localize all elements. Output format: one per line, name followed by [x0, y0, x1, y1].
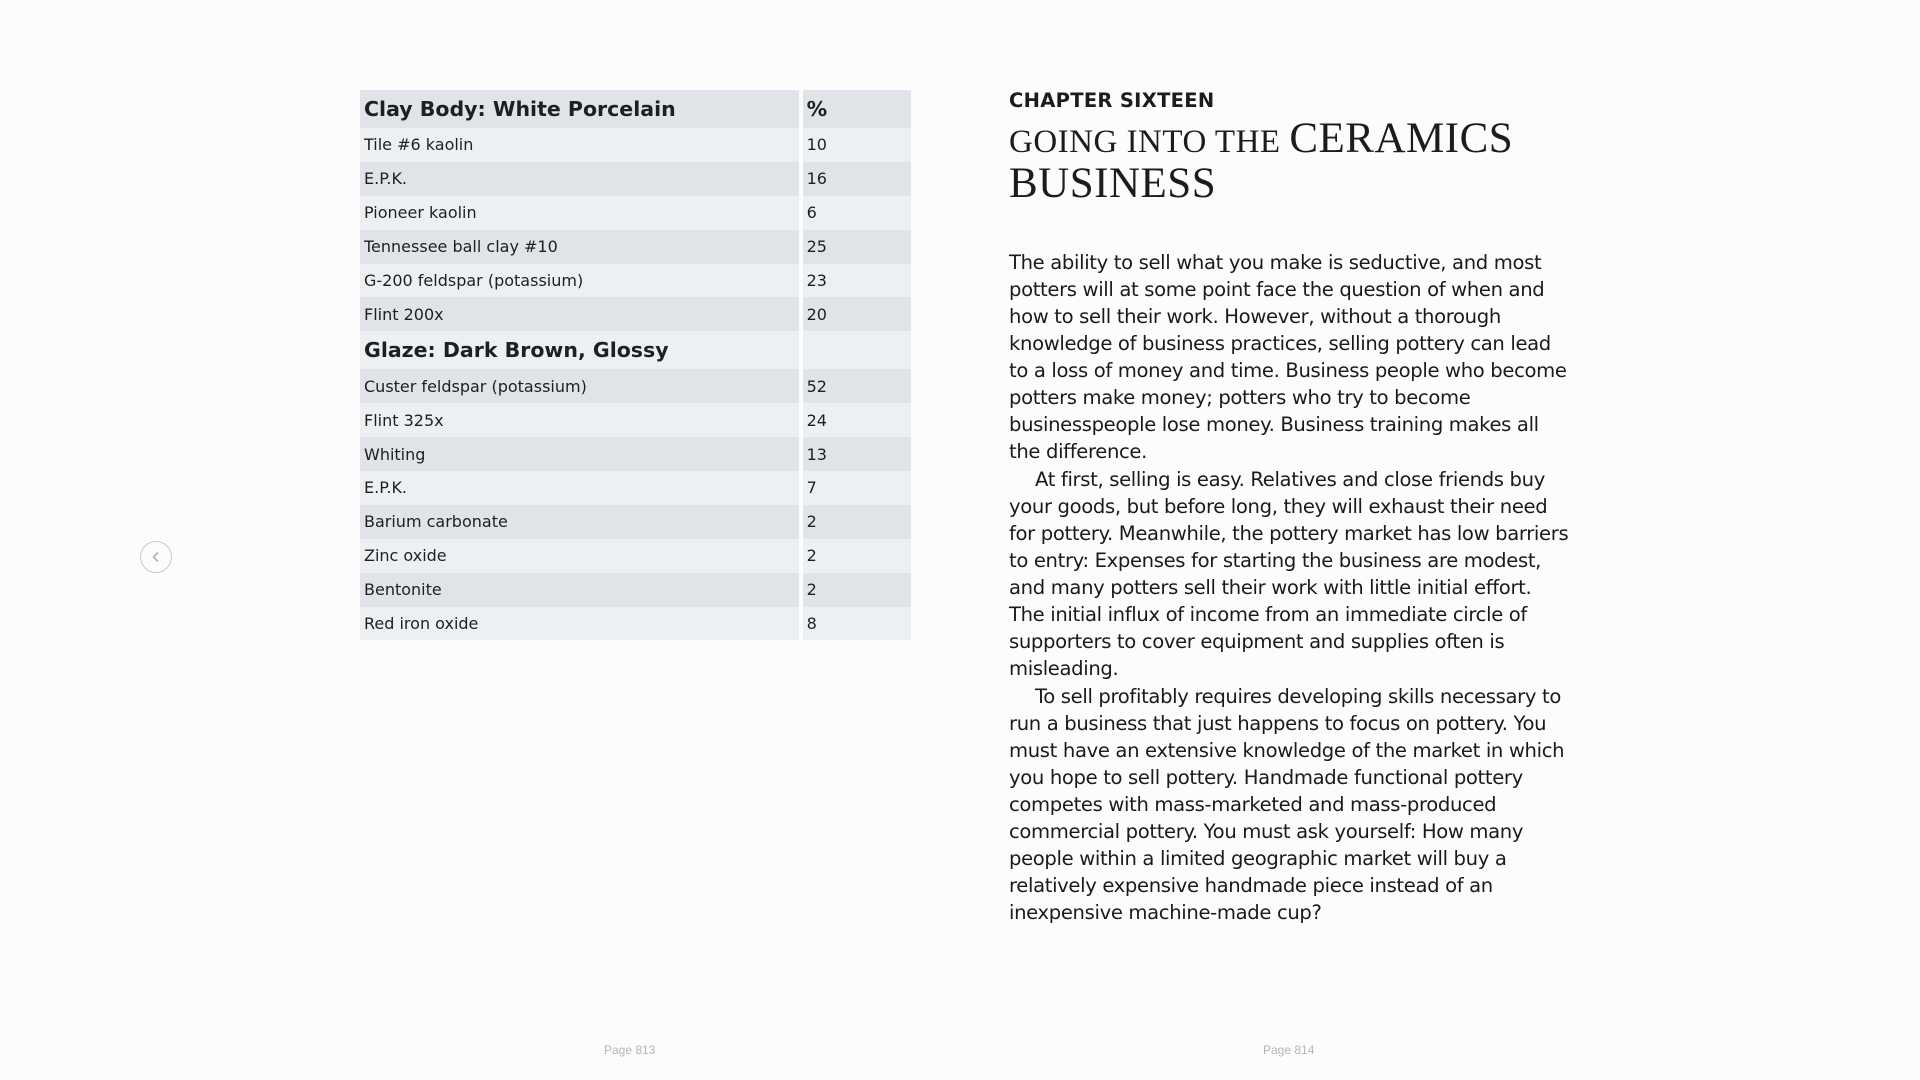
- ingredient-name: Bentonite: [360, 573, 803, 607]
- ingredient-name: Zinc oxide: [360, 539, 803, 573]
- table-row: [360, 437, 911, 471]
- paragraph: At first, selling is easy. Relatives and close friends buy your goods, but before long, they will exhaust their need for pottery. Meanwhile, the pottery market has low barriers to entry: Expenses for starting the business are modest, and many potters sell their work with little initial effort. The initial influx of income from an immediate circle of supporters to cover equipment and supplies often is misleading.: [1009, 468, 1569, 680]
- chapter-body: [1009, 249, 1569, 927]
- table-row: [360, 539, 911, 573]
- previous-page-button[interactable]: [140, 541, 172, 573]
- page-number-left: Page 813: [604, 1043, 656, 1057]
- chapter-title-large: BUSINESS: [1009, 160, 1217, 207]
- ingredient-name: Flint 325x: [360, 403, 803, 437]
- table-row: [360, 369, 911, 403]
- ingredient-percent: 7: [803, 471, 911, 505]
- table-row: [360, 471, 911, 505]
- section-title: Clay Body: White Porcelain: [360, 90, 803, 128]
- recipe-table: [360, 90, 911, 640]
- paragraph: The ability to sell what you make is seductive, and most potters will at some point face the question of when and how to sell their work. However, without a thorough knowledge of business practices, selling pottery can lead to a loss of money and time. Business people who become potters make money; potters who try to become businesspeople lose money. Business training makes all the difference.: [1009, 251, 1567, 463]
- ingredient-percent: 2: [803, 539, 911, 573]
- ingredient-name: Barium carbonate: [360, 505, 803, 539]
- ingredient-name: Red iron oxide: [360, 607, 803, 641]
- ingredient-percent: 23: [803, 264, 911, 298]
- ingredient-percent: 2: [803, 505, 911, 539]
- chapter-label: CHAPTER SIXTEEN: [1009, 89, 1215, 112]
- ingredient-name: Custer feldspar (potassium): [360, 369, 803, 403]
- ingredient-percent: 6: [803, 196, 911, 230]
- table-row: [360, 230, 911, 264]
- table-row: [360, 297, 911, 331]
- percent-header: [803, 331, 911, 369]
- section-title: Glaze: Dark Brown, Glossy: [360, 331, 803, 369]
- ingredient-name: Tennessee ball clay #10: [360, 230, 803, 264]
- table-row: [360, 505, 911, 539]
- table-row: [360, 403, 911, 437]
- chapter-title-large: CERAMICS: [1289, 115, 1514, 162]
- table-row: [360, 573, 911, 607]
- ingredient-percent: 13: [803, 437, 911, 471]
- ingredient-name: Pioneer kaolin: [360, 196, 803, 230]
- ingredient-percent: 25: [803, 230, 911, 264]
- page-number-right: Page 814: [1263, 1043, 1315, 1057]
- table-section-header: [360, 90, 911, 128]
- ingredient-name: Whiting: [360, 437, 803, 471]
- table-row: [360, 196, 911, 230]
- ingredient-percent: 2: [803, 573, 911, 607]
- chapter-title: [1009, 115, 1569, 207]
- ingredient-percent: 52: [803, 369, 911, 403]
- ingredient-percent: 8: [803, 607, 911, 641]
- table-row: [360, 162, 911, 196]
- chapter-title-small: GOING INTO THE: [1009, 124, 1290, 160]
- ingredient-percent: 24: [803, 403, 911, 437]
- ingredient-name: E.P.K.: [360, 471, 803, 505]
- ingredient-name: Tile #6 kaolin: [360, 128, 803, 162]
- ingredient-name: G-200 feldspar (potassium): [360, 264, 803, 298]
- table-row: [360, 607, 911, 641]
- ingredient-percent: 10: [803, 128, 911, 162]
- table-row: [360, 264, 911, 298]
- chevron-left-icon: [150, 551, 162, 563]
- percent-header: %: [803, 90, 911, 128]
- ingredient-name: Flint 200x: [360, 297, 803, 331]
- ingredient-name: E.P.K.: [360, 162, 803, 196]
- ingredient-percent: 20: [803, 297, 911, 331]
- table-section-header: [360, 331, 911, 369]
- ingredient-percent: 16: [803, 162, 911, 196]
- table-row: [360, 128, 911, 162]
- paragraph: To sell profitably requires developing skills necessary to run a business that just happens to focus on pottery. You must have an extensive knowledge of the market in which you hope to sell pottery. Handmade functional pottery competes with mass-marketed and mass-produced commercial pottery. You must ask yourself: How many people within a limited geographic market will buy a relatively expensive handmade piece instead of an inexpensive machine-made cup?: [1009, 685, 1565, 924]
